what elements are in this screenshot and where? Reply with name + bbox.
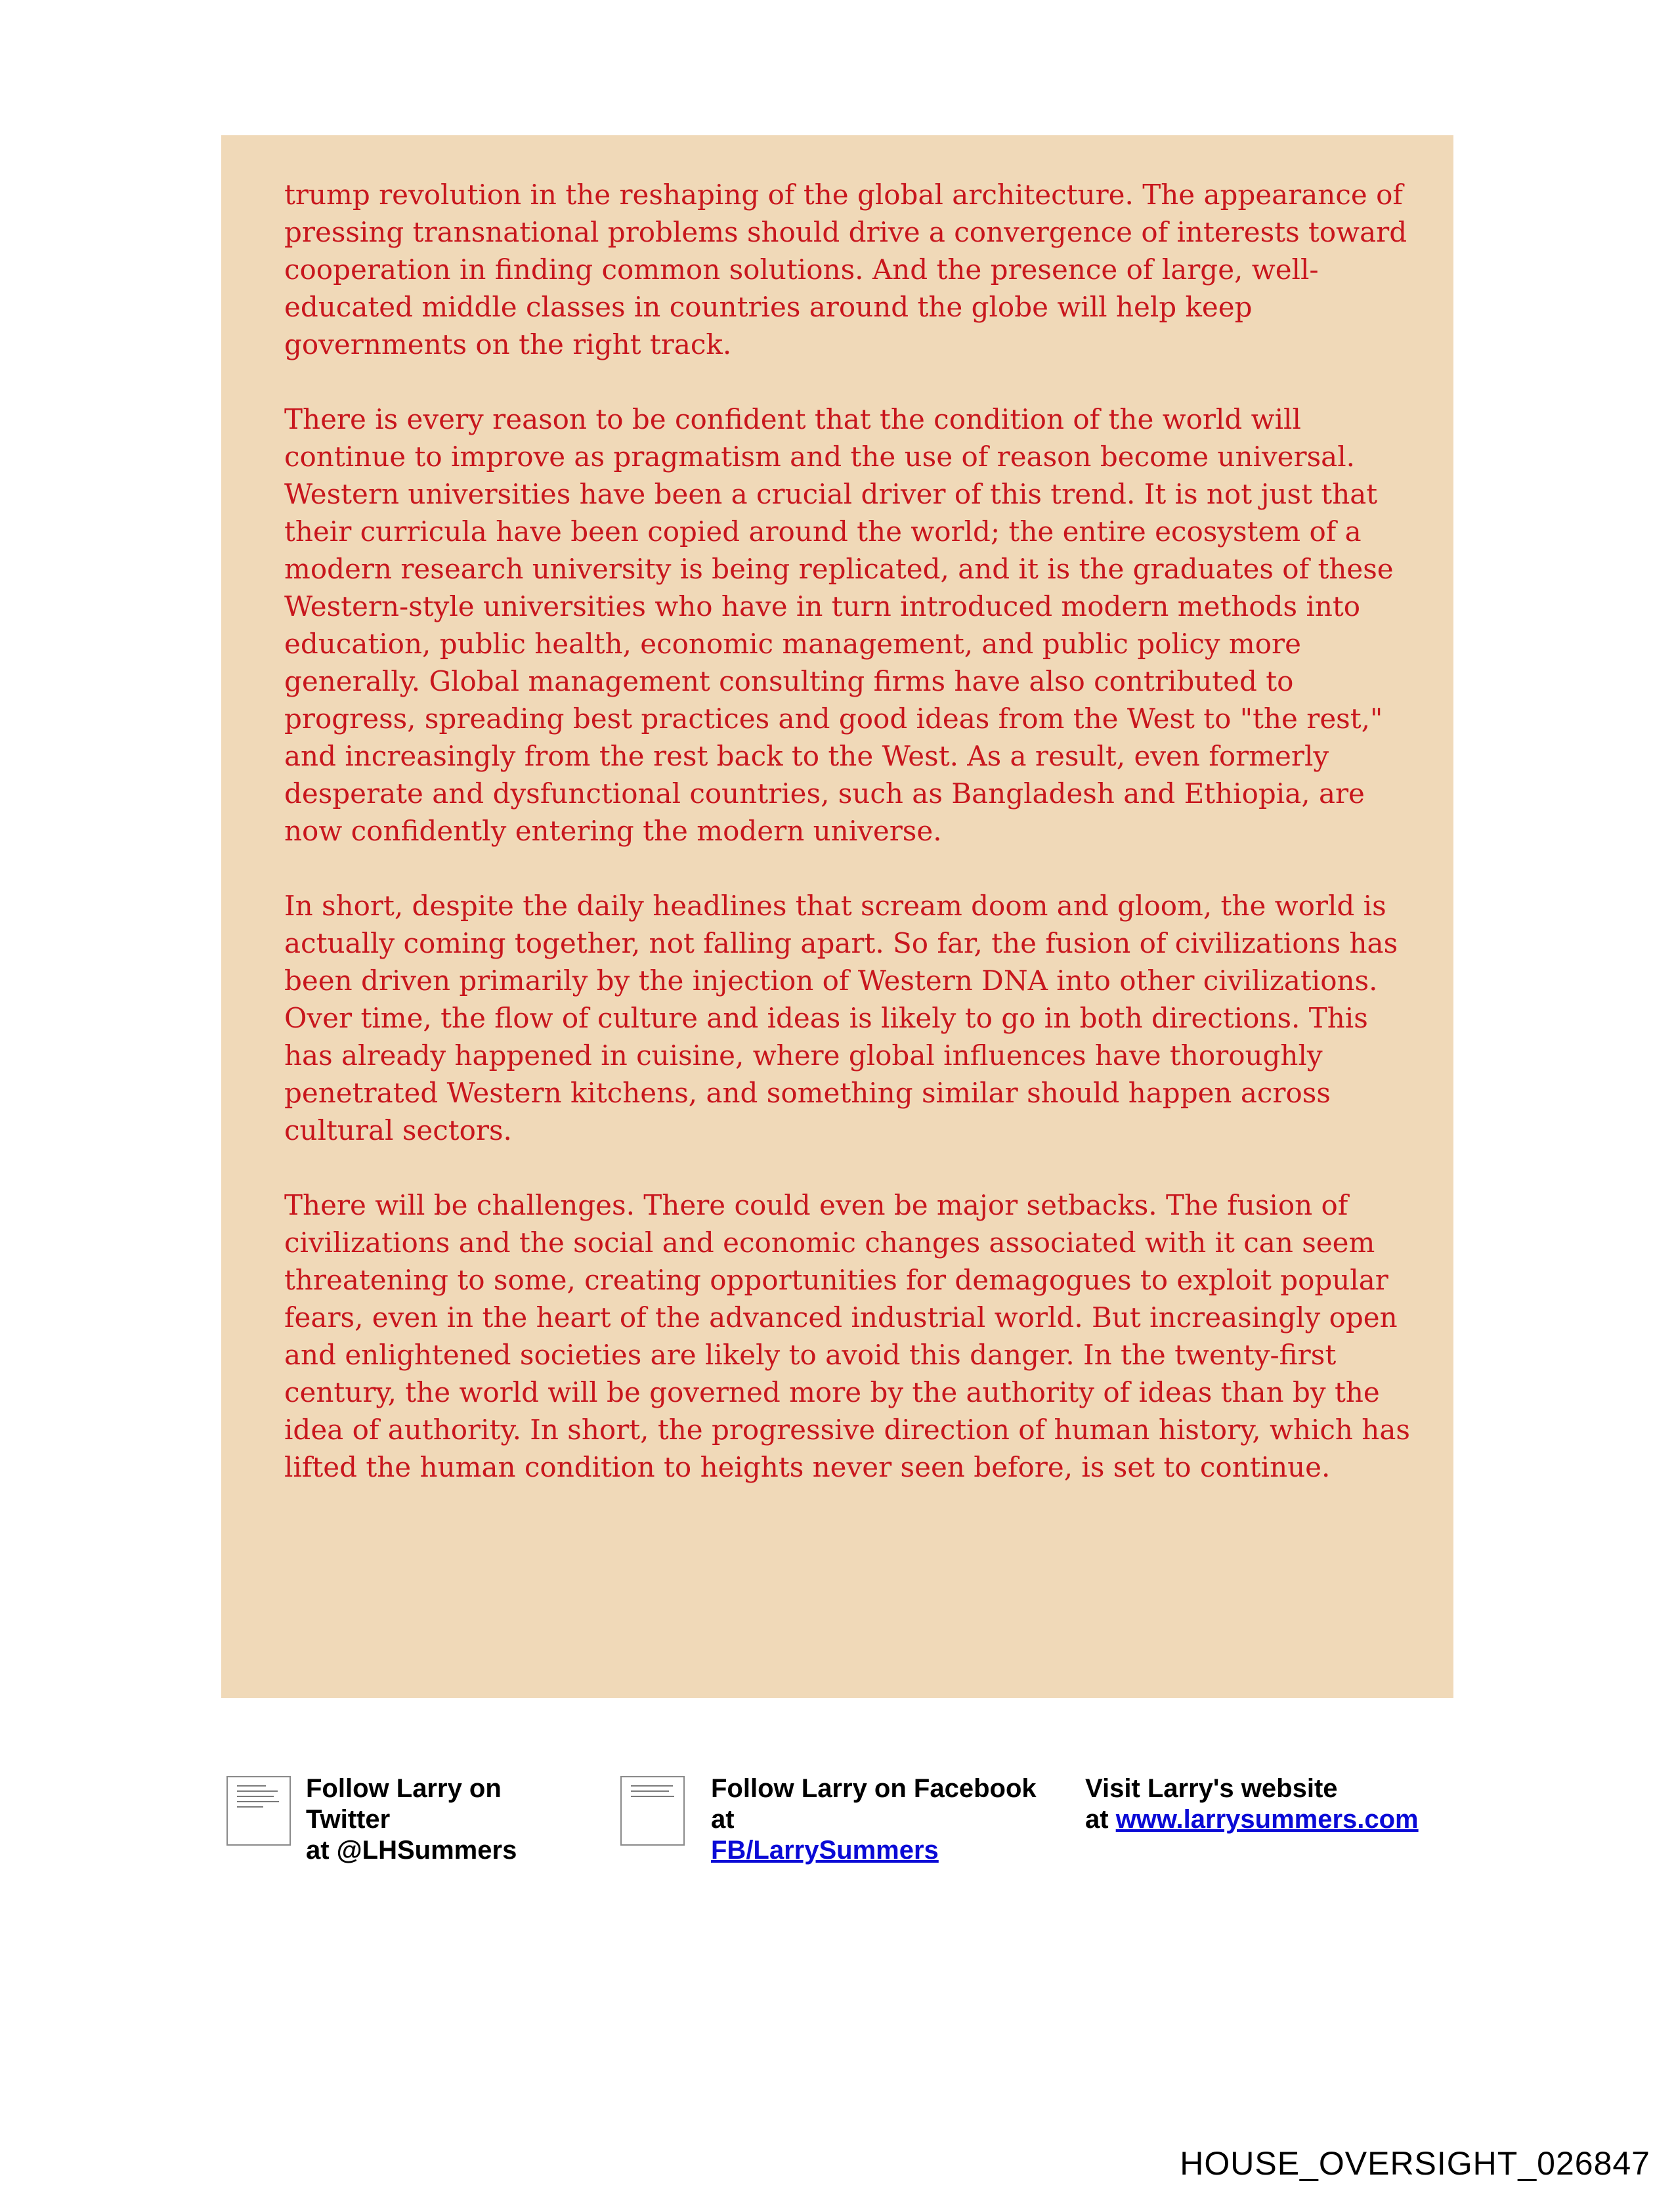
article-paragraph-4: There will be challenges. There could even be major setbacks. The fusion of civilizations and the social and economic changes associated with it can seem threatening to some, creating opportunities for demagogues to exploit popular fears, even in the heart of the advanced industrial world. But increasingly open and enlightened societies are likely to avoid this danger. In the twenty-first century, the world will be governed more by the authority of ideas than by the idea of authority. In short, the progressive direction of human history, which has lifted the human condition to heights never seen before, is set to continue.: [284, 1189, 1410, 1483]
facebook-follow-line-2: at: [711, 1805, 735, 1834]
social-footer: [0, 1773, 1674, 1878]
twitter-image-placeholder-icon: [226, 1776, 291, 1846]
facebook-image-placeholder-icon: [620, 1776, 685, 1846]
website-prefix: at: [1085, 1805, 1116, 1834]
article-paragraph-3: In short, despite the daily headlines that scream doom and gloom, the world is actually coming together, not falling apart. So far, the fusion of civilizations has been driven primarily by the injection of Western DNA into other civilizations. Over time, the flow of culture and ideas is likely to go in both directions. This has already happened in cuisine, where global influences have thoroughly penetrated Western kitchens, and something similar should happen across cultural sectors.: [284, 890, 1398, 1146]
article-panel: [221, 135, 1453, 1698]
bates-number: HOUSE_OVERSIGHT_026847: [1180, 2145, 1650, 2182]
website-block: [1085, 1773, 1419, 1835]
website-link[interactable]: www.larrysummers.com: [1115, 1805, 1419, 1834]
article-paragraph-1: trump revolution in the reshaping of the global architecture. The appearance of pressing transnational problems should drive a convergence of interests toward cooperation in finding common solutions. And the presence of large, well-educated middle classes in countries around the globe will help keep governments on the right track.: [284, 179, 1407, 360]
twitter-handle: at @LHSummers: [306, 1836, 517, 1865]
facebook-follow-line-1: Follow Larry on Facebook: [711, 1774, 1037, 1803]
twitter-follow-block: [306, 1773, 517, 1866]
twitter-follow-line-1: Follow Larry on: [306, 1774, 502, 1803]
article-body: [284, 176, 1413, 1486]
website-line-1: Visit Larry's website: [1085, 1774, 1338, 1803]
facebook-follow-block: [711, 1773, 1037, 1866]
twitter-follow-line-2: Twitter: [306, 1805, 391, 1834]
article-paragraph-2: There is every reason to be confident that the condition of the world will continue to improve as pragmatism and the use of reason become universal. Western universities have been a crucial driver of this trend. It is not just that their curricula have been copied around the world; the entire ecosystem of a modern research university is being replicated, and it is the graduates of these Western-style universities who have in turn introduced modern methods into education, public health, economic management, and public policy more generally. Global management consulting firms have also contributed to progress, spreading best practices and good ideas from the West to "the rest," and increasingly from the rest back to the West. As a result, even formerly desperate and dysfunctional countries, such as Bangladesh and Ethiopia, are now confidently entering the modern universe.: [284, 403, 1394, 847]
facebook-link[interactable]: FB/LarrySummers: [711, 1836, 939, 1865]
